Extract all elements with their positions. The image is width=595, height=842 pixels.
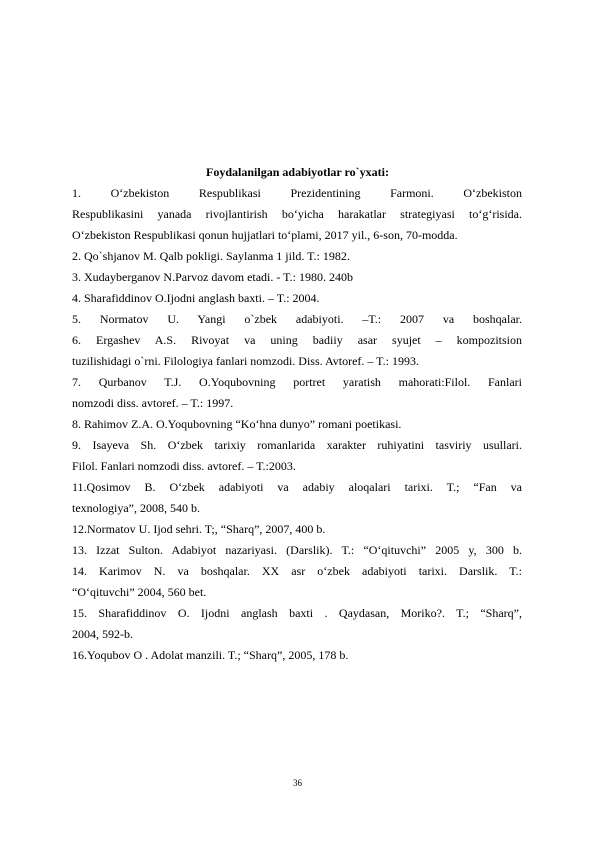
reference-item-15-line-1: 15. Sharafiddinov O. Ijodni anglash baxti . Qaydasan, Moriko?. T.; “Sharq”,	[72, 606, 522, 620]
reference-item-8: 8. Rahimov Z.A. O.Yoqubovning “Ko‘hna dunyo” romani poetikasi.	[72, 417, 402, 431]
reference-item-3: 3. Xudayberganov N.Parvoz davom etadi. - T.: 1980. 240b	[72, 270, 353, 284]
reference-item-9-line-1: 9. Isayeva Sh. O‘zbek tarixiy romanlarida xarakter ruhiyatini tasviriy usullari.	[72, 438, 522, 452]
reference-item-12: 12.Normatov U. Ijod sehri. T;, “Sharq”, 2007, 400 b.	[72, 522, 326, 536]
reference-item-4: 4. Sharafiddinov O.Ijodni anglash baxti. – T.: 2004.	[72, 291, 320, 305]
reference-item-1-line-1: 1. O‘zbekiston Respublikasi Prezidentining Farmoni. O‘zbekiston	[72, 186, 522, 200]
reference-item-16: 16.Yoqubov O . Adolat manzili. T.; “Sharq”, 2005, 178 b.	[72, 648, 349, 662]
reference-list	[72, 183, 522, 666]
reference-item-6-line-1: 6. Ergashev A.S. Rivoyat va uning badiiy asar syujet – kompozitsion	[72, 333, 522, 347]
reference-item-2: 2. Qo`shjanov M. Qalb pokligi. Saylanma 1 jild. T.: 1982.	[72, 249, 350, 263]
reference-item-14-line-2: “O‘qituvchi” 2004, 560 bet.	[72, 585, 207, 599]
reference-item-15-line-2: 2004, 592-b.	[72, 627, 133, 641]
page-number: 36	[293, 778, 302, 788]
reference-item-7-line-2: nomzodi diss. avtoref. – T.: 1997.	[72, 396, 234, 410]
reference-item-5: 5. Normatov U. Yangi o`zbek adabiyoti. –T.: 2007 va boshqalar.	[72, 312, 522, 326]
reference-item-13: 13. Izzat Sulton. Adabiyot nazariyasi. (Darslik). T.: “O‘qituvchi” 2005 y, 300 b.	[72, 543, 522, 557]
reference-item-1-line-2: Respublikasini yanada rivojlantirish bo‘yicha harakatlar strategiyasi to‘g‘risida.	[72, 207, 522, 221]
reference-item-6-line-2: tuzilishidagi o`rni. Filologiya fanlari nomzodi. Diss. Avtoref. – T.: 1993.	[72, 354, 419, 368]
reference-item-1-line-3: O‘zbekiston Respublikasi qonun hujjatlari to‘plami, 2017 yil., 6-son, 70-modda.	[72, 228, 458, 242]
reference-item-11-line-2: texnologiya”, 2008, 540 b.	[72, 501, 200, 515]
reference-item-9-line-2: Filol. Fanlari nomzodi diss. avtoref. – T.:2003.	[72, 459, 296, 473]
reference-item-7-line-1: 7. Qurbanov T.J. O.Yoqubovning portret yaratish mahorati:Filol. Fanlari	[72, 375, 522, 389]
reference-item-14-line-1: 14. Karimov N. va boshqalar. XX asr o‘zbek adabiyoti tarixi. Darslik. T.:	[72, 564, 522, 578]
bibliography-heading: Foydalanilgan adabiyotlar ro`yxati:	[206, 165, 389, 179]
reference-item-11-line-1: 11.Qosimov B. O‘zbek adabiyoti va adabiy aloqalari tarixi. T.; “Fan va	[72, 480, 522, 494]
